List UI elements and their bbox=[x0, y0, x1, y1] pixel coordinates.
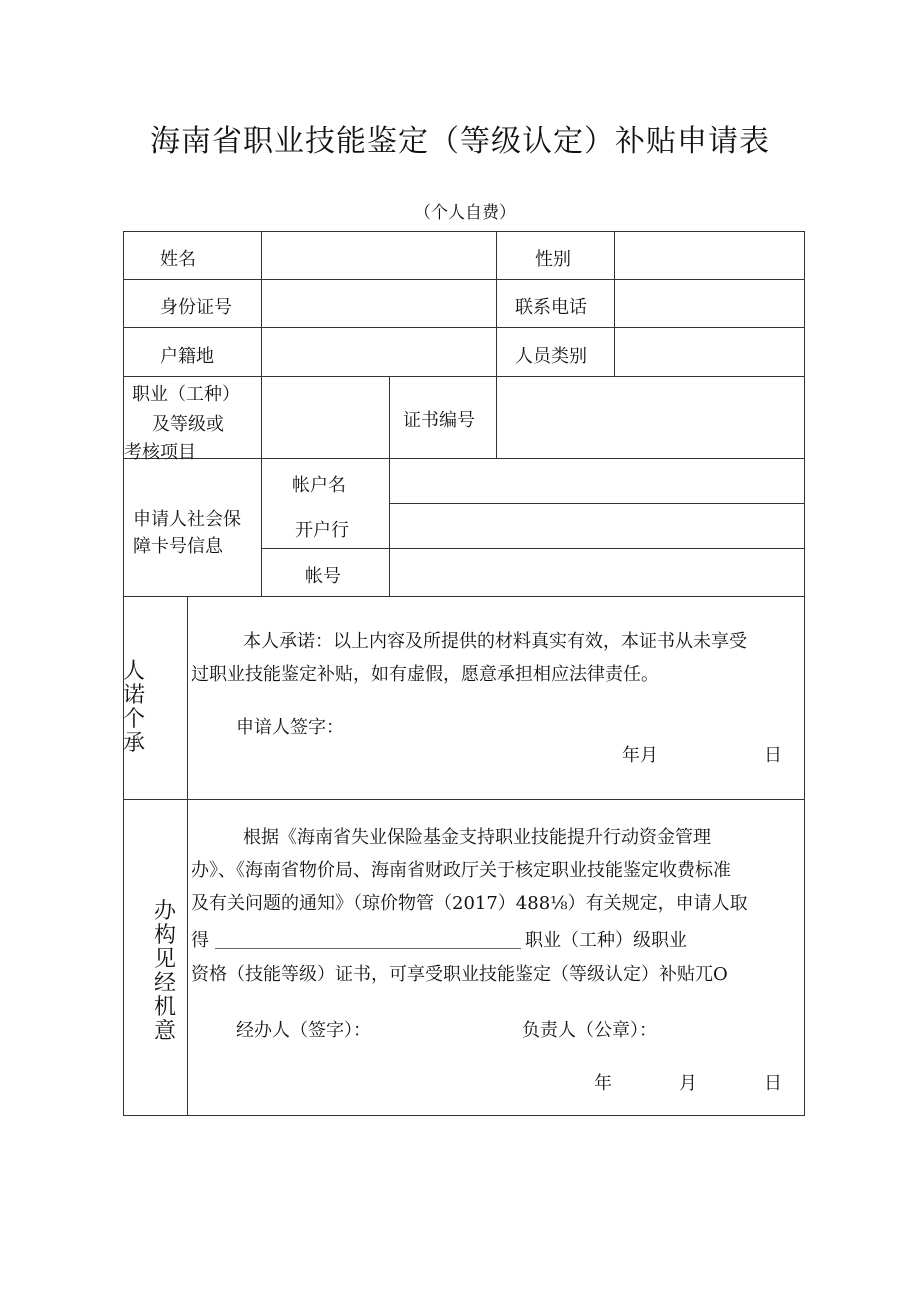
account-number-label: 帐号 bbox=[305, 566, 341, 587]
row-divider bbox=[123, 279, 805, 280]
name-label: 姓名 bbox=[160, 249, 196, 270]
side-char: 构 bbox=[153, 923, 176, 948]
date-day: 日 bbox=[764, 745, 782, 766]
col-divider bbox=[261, 231, 262, 596]
table-border-top bbox=[123, 231, 805, 232]
col-divider bbox=[389, 376, 390, 596]
side-char: 意 bbox=[153, 1019, 176, 1044]
col-divider bbox=[496, 231, 497, 376]
row-divider bbox=[123, 327, 805, 328]
occupation-label: 考核项目 bbox=[124, 442, 196, 463]
social-card-label: 申请人社会保 bbox=[133, 509, 241, 530]
agency-text: 资格（技能等级）证书，可享受职业技能鉴定（等级认定）补贴兀O bbox=[191, 964, 728, 985]
table-border-right bbox=[804, 231, 805, 1116]
agency-text: 职业（工种）级职业 bbox=[525, 930, 687, 951]
row-divider bbox=[123, 799, 805, 800]
promise-side-label bbox=[122, 660, 146, 756]
social-card-label: 障卡号信息 bbox=[133, 536, 223, 557]
leader-seal-label: 负责人（公章）： bbox=[522, 1020, 657, 1041]
agency-text: 根据《海南省失业保险基金支持职业技能提升行动资金管理 bbox=[243, 827, 711, 848]
certificate-number-label: 证书编号 bbox=[403, 410, 475, 431]
date-year-month: 年月 bbox=[622, 745, 658, 766]
promise-text: 过职业技能鉴定补贴，如有虚假，愿意承担相应法律责任。 bbox=[191, 664, 659, 685]
col-divider bbox=[187, 596, 188, 1116]
occupation-label: 及等级或 bbox=[152, 414, 224, 435]
agency-text: 办》、《海南省物价局、海南省财政厅关于核定职业技能鉴定收费标准 bbox=[191, 860, 731, 881]
row-divider bbox=[123, 458, 805, 459]
side-char: 个 bbox=[122, 707, 145, 732]
row-divider bbox=[123, 376, 805, 377]
hukou-label: 户籍地 bbox=[160, 346, 214, 367]
side-char: 见 bbox=[153, 947, 176, 972]
col-divider bbox=[614, 231, 615, 376]
occupation-label: 职业（工种） bbox=[132, 384, 240, 405]
side-char: 办 bbox=[153, 899, 176, 924]
applicant-signature-label: 申谙人签字： bbox=[236, 717, 344, 738]
agency-text: 得 bbox=[191, 930, 209, 951]
side-char: 机 bbox=[153, 995, 176, 1020]
promise-text: 本人承诺：以上内容及所提供的材料真实有效，本证书从未享受 bbox=[243, 631, 747, 652]
row-divider bbox=[123, 596, 805, 597]
occupation-blank-line bbox=[215, 948, 521, 949]
category-label: 人员类别 bbox=[515, 346, 587, 367]
handler-signature-label: 经办人（签字）： bbox=[236, 1020, 371, 1041]
account-name-label: 帐户名 bbox=[292, 475, 346, 496]
agency-text: 及有关问题的通知》（琼价物管（2017）488⅛）有关规定，申请人取 bbox=[191, 893, 748, 914]
agency-side-label bbox=[153, 900, 177, 1044]
id-number-label: 身份证号 bbox=[160, 297, 232, 318]
page-subtitle: （个人自费） bbox=[414, 203, 516, 223]
gender-label: 性别 bbox=[535, 249, 571, 270]
side-char: 人 bbox=[122, 659, 145, 684]
page-title: 海南省职业技能鉴定（等级认定）补贴申请表 bbox=[150, 124, 770, 159]
row-divider bbox=[389, 503, 805, 504]
col-divider bbox=[496, 376, 497, 458]
side-char: 承 bbox=[122, 731, 145, 756]
date-year: 年 bbox=[594, 1073, 612, 1094]
row-divider bbox=[261, 548, 805, 549]
phone-label: 联系电话 bbox=[515, 297, 587, 318]
bank-label: 开户行 bbox=[295, 520, 349, 541]
side-char: 经 bbox=[153, 971, 176, 996]
date-day: 日 bbox=[764, 1073, 782, 1094]
side-char: 诺 bbox=[122, 683, 145, 708]
table-border-bottom bbox=[123, 1115, 805, 1116]
date-month: 月 bbox=[679, 1073, 697, 1094]
